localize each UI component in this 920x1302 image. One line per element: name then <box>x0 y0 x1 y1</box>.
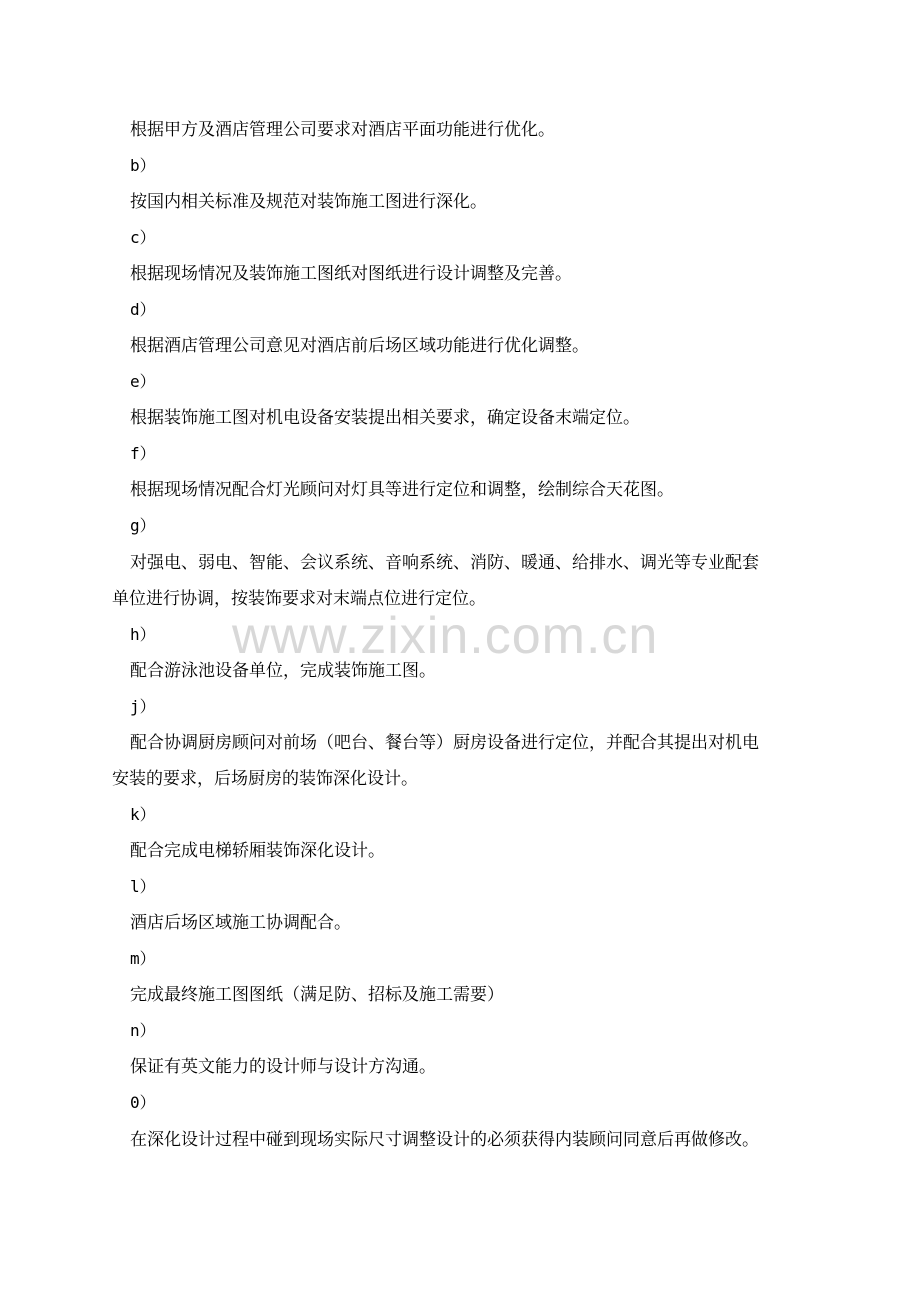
list-marker: b） <box>130 156 156 175</box>
watermark-text: www.zixin.com.cn <box>232 607 659 665</box>
list-marker: m） <box>130 949 156 968</box>
paragraph: 在深化设计过程中碰到现场实际尺寸调整设计的必须获得内装顾问同意后再做修改。 <box>130 1130 759 1150</box>
list-marker: n） <box>130 1021 156 1040</box>
paragraph: 配合完成电梯轿厢装饰深化设计。 <box>130 841 385 861</box>
list-marker: k） <box>130 805 156 824</box>
paragraph: 按国内相关标准及规范对装饰施工图进行深化。 <box>130 192 487 212</box>
paragraph-continuation: 安装的要求，后场厨房的装饰深化设计。 <box>112 769 418 789</box>
paragraph: 对强电、弱电、智能、会议系统、音响系统、消防、暖通、给排水、调光等专业配套 <box>130 553 759 573</box>
paragraph: 保证有英文能力的设计师与设计方沟通。 <box>130 1057 436 1077</box>
paragraph: 根据酒店管理公司意见对酒店前后场区域功能进行优化调整。 <box>130 336 589 356</box>
list-marker: e） <box>130 372 156 391</box>
list-marker: d） <box>130 300 156 319</box>
list-marker: j） <box>130 697 156 716</box>
paragraph: 配合协调厨房顾问对前场（吧台、餐台等）厨房设备进行定位，并配合其提出对机电 <box>130 733 759 753</box>
paragraph-continuation: 单位进行协调，按装饰要求对末端点位进行定位。 <box>112 589 486 609</box>
list-marker: f） <box>130 444 156 463</box>
paragraph: 根据现场情况及装饰施工图纸对图纸进行设计调整及完善。 <box>130 264 572 284</box>
paragraph: 完成最终施工图图纸（满足防、招标及施工需要） <box>130 985 504 1005</box>
list-marker: l） <box>130 877 156 896</box>
paragraph: 根据现场情况配合灯光顾问对灯具等进行定位和调整，绘制综合天花图。 <box>130 480 674 500</box>
list-marker: h） <box>130 625 156 644</box>
list-marker: c） <box>130 228 156 247</box>
paragraph: 根据甲方及酒店管理公司要求对酒店平面功能进行优化。 <box>130 120 555 140</box>
list-marker: g） <box>130 516 156 535</box>
paragraph: 酒店后场区域施工协调配合。 <box>130 913 351 933</box>
paragraph: 配合游泳池设备单位，完成装饰施工图。 <box>130 661 436 681</box>
list-marker: 0） <box>130 1093 156 1112</box>
paragraph: 根据装饰施工图对机电设备安装提出相关要求，确定设备末端定位。 <box>130 408 640 428</box>
